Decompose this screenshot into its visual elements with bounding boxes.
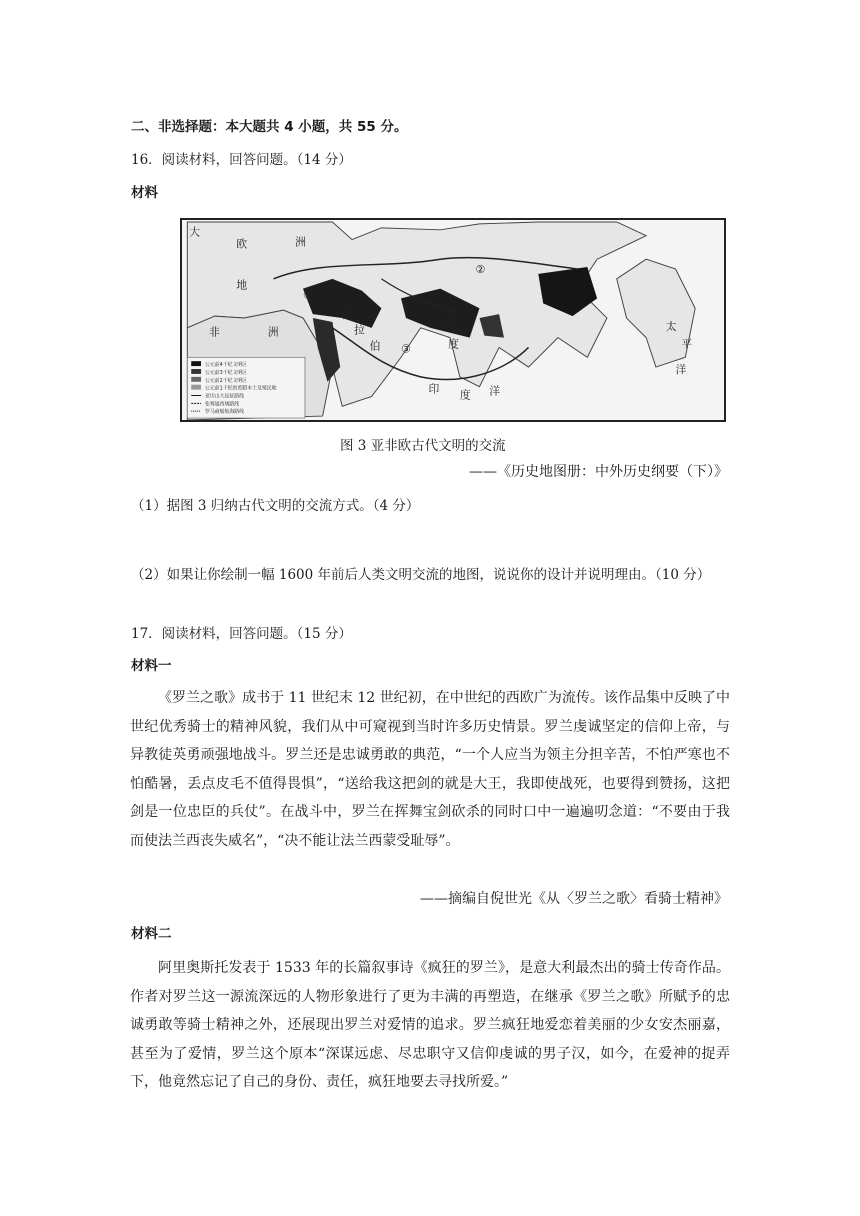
map-svg (182, 220, 724, 420)
map-figure (180, 218, 726, 422)
legend-item: 亚历山大远征路线 (204, 393, 245, 400)
material-label: 材料 (131, 185, 158, 201)
map-label: 印 (442, 315, 453, 329)
map-legend (187, 357, 305, 418)
map-label: 拉 (353, 323, 365, 337)
section-heading: 二、非选择题：本大题共 4 小题，共 55 分。 (131, 119, 408, 135)
map-label: 平 (681, 337, 693, 351)
question-16-title: 16．阅读材料，回答问题。（14 分） (131, 152, 352, 168)
material-1-source: ——摘编自倪世光《从〈罗兰之歌〉看骑士精神》 (420, 891, 728, 907)
legend-item: 张骞通西域路线 (204, 401, 240, 408)
map-label: 度 (459, 388, 471, 402)
question-17-title: 17．阅读材料，回答问题。（15 分） (131, 626, 352, 642)
map-label: 欧 (236, 237, 248, 251)
legend-item: 公元前3千纪文明区 (204, 369, 248, 376)
map-label: 洋 (675, 362, 687, 376)
route-number: ③ (401, 342, 411, 356)
legend-item: 公元前4千纪文明区 (204, 362, 248, 369)
map-label: 洲 (267, 325, 279, 339)
map-label: 洲 (295, 235, 306, 249)
question-16-sub1: （1）据图 3 归纳古代文明的交流方式。（4 分） (131, 498, 420, 514)
map-label: 洋 (489, 384, 501, 398)
material-1-text: 《罗兰之歌》成书于 11 世纪末 12 世纪初，在中世纪的西欧广为流传。该作品集中反映了中世纪优秀骑士的精神风貌，我们从中可窥视到当时许多历史情景。罗兰虔诚坚定的信仰上帝，与异教徒英勇顽强地战斗。罗兰还是忠诚勇敢的典范，“一个人应当为领主分担辛苦，不怕严寒也不怕酷暑，丢点皮毛不值得畏惧”，“送给我这把剑的就是大王，我即使战死，也要得到赞扬，这把剑是一位忠臣的兵仗”。在战斗中，罗兰在挥舞宝剑砍杀的同时口中一遍遍叨念道：“不要由于我而使法兰西丧失威名”，“决不能让法兰西蒙受耻辱”。 (130, 690, 730, 849)
map-label: 印 (428, 382, 440, 396)
map-label: 度 (448, 337, 459, 351)
legend-item: 罗马商船航海路线 (204, 409, 245, 416)
route-number: ② (475, 262, 486, 276)
map-label: 伯 (369, 339, 381, 353)
map-label: 地 (236, 278, 248, 292)
figure-source: ——《历史地图册：中外历史纲要（下）》 (469, 464, 728, 480)
legend-item: 公元前1千纪的希腊本土及殖民地 (204, 385, 277, 392)
material-1-label: 材料一 (131, 658, 172, 674)
material-2-label: 材料二 (131, 926, 172, 942)
route-number: ① (303, 288, 313, 302)
map-label: 大 (189, 225, 201, 239)
map-label: 太 (665, 319, 677, 333)
legend-item: 公元前2千纪文明区 (204, 377, 248, 384)
map-label: 阿 (342, 308, 353, 322)
material-2-text: 阿里奥斯托发表于 1533 年的长篇叙事诗《疯狂的罗兰》，是意大利最杰出的骑士传奇作品。作者对罗兰这一源流深远的人物形象进行了更为丰满的再塑造，在继承《罗兰之歌》所赋予的忠诚勇敢等骑士精神之外，还展现出罗兰对爱情的追求。罗兰疯狂地爱恋着美丽的少女安杰丽嘉，甚至为了爱情，罗兰这个原本“深谋远虑、尽忠职守又信仰虔诚的男子汉，如今，在爱神的捉弄下，他竟然忘记了自己的身份、责任，疯狂地要去寻找所爱。” (130, 960, 730, 1090)
map-label: 非 (208, 325, 220, 339)
question-16-sub2: （2）如果让你绘制一幅 1600 年前后人类文明交流的地图，说说你的设计并说明理由。（10 分） (131, 567, 711, 583)
figure-caption: 图 3 亚非欧古代文明的交流 (340, 438, 506, 454)
